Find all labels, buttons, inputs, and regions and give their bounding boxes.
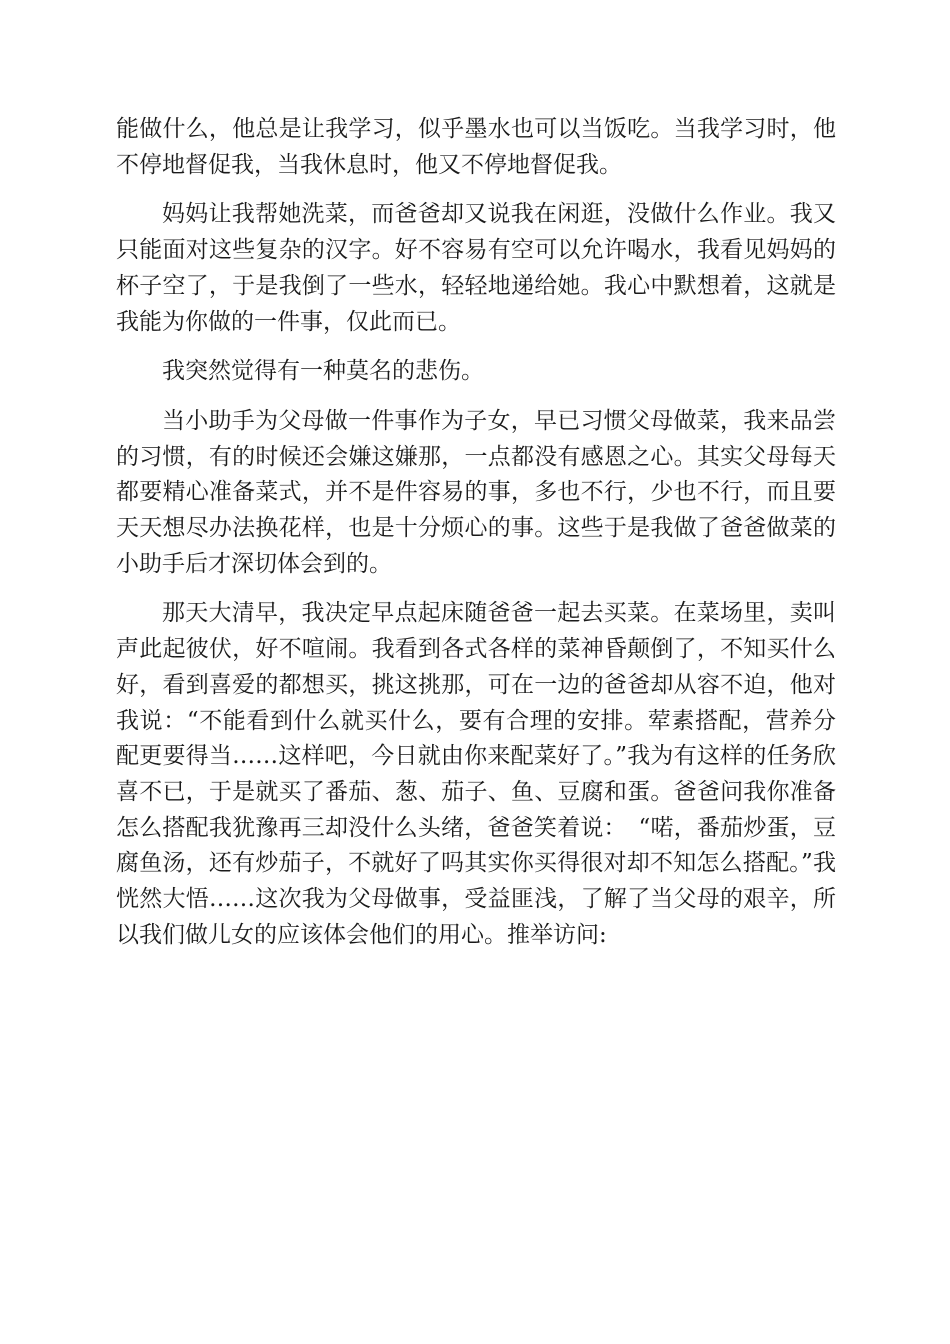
paragraph-5: 那天大清早，我决定早点起床随爸爸一起去买菜。在菜场里，卖叫声此起彼伏，好不喧闹。我看到各式各样的菜神昏颠倒了，不知买什么好，看到喜爱的都想买，挑这挑那，可在一边的爸爸却从容不迫，他对我说：“不能看到什么就买什么，要有合理的安排。荤素搭配，营养分配更要得当……这样吧，今日就由你来配菜好了。”我为有这样的任务欣喜不已，于是就买了番茄、葱、茄子、鱼、豆腐和蛋。爸爸问我你准备怎么搭配我犹豫再三却没什么头绪，爸爸笑着说： “喏，番茄炒蛋，豆腐鱼汤，还有炒茄子，不就好了吗其实你买得很对却不知怎么搭配。”我恍然大悟……这次我为父母做事，受益匪浅，了解了当父母的艰辛，所以我们做儿女的应该体会他们的用心。推举访问: bbox=[116, 600, 836, 948]
paragraph-4: 当小助手为父母做一件事作为子女，早已习惯父母做菜，我来品尝的习惯，有的时候还会嫌这嫌那，一点都没有感恩之心。其实父母每天都要精心准备菜式，并不是件容易的事，多也不行，少也不行，而且要天天想尽办法换花样，也是十分烦心的事。这些于是我做了爸爸做菜的小助手后才深切体会到的。 bbox=[116, 407, 836, 577]
paragraph-3: 我突然觉得有一种莫名的悲伤。 bbox=[162, 358, 484, 385]
paragraph-2: 妈妈让我帮她洗菜，而爸爸却又说我在闲逛，没做什么作业。我又只能面对这些复杂的汉字。好不容易有空可以允许喝水，我看见妈妈的杯子空了，于是我倒了一些水，轻轻地递给她。我心中默想着，这就是我能为你做的一件事，仅此而已。 bbox=[116, 201, 836, 335]
paragraph-1: 能做什么，他总是让我学习，似乎墨水也可以当饭吃。当我学习时，他不停地督促我，当我休息时，他又不停地督促我。 bbox=[116, 116, 836, 178]
document-page bbox=[116, 112, 836, 967]
